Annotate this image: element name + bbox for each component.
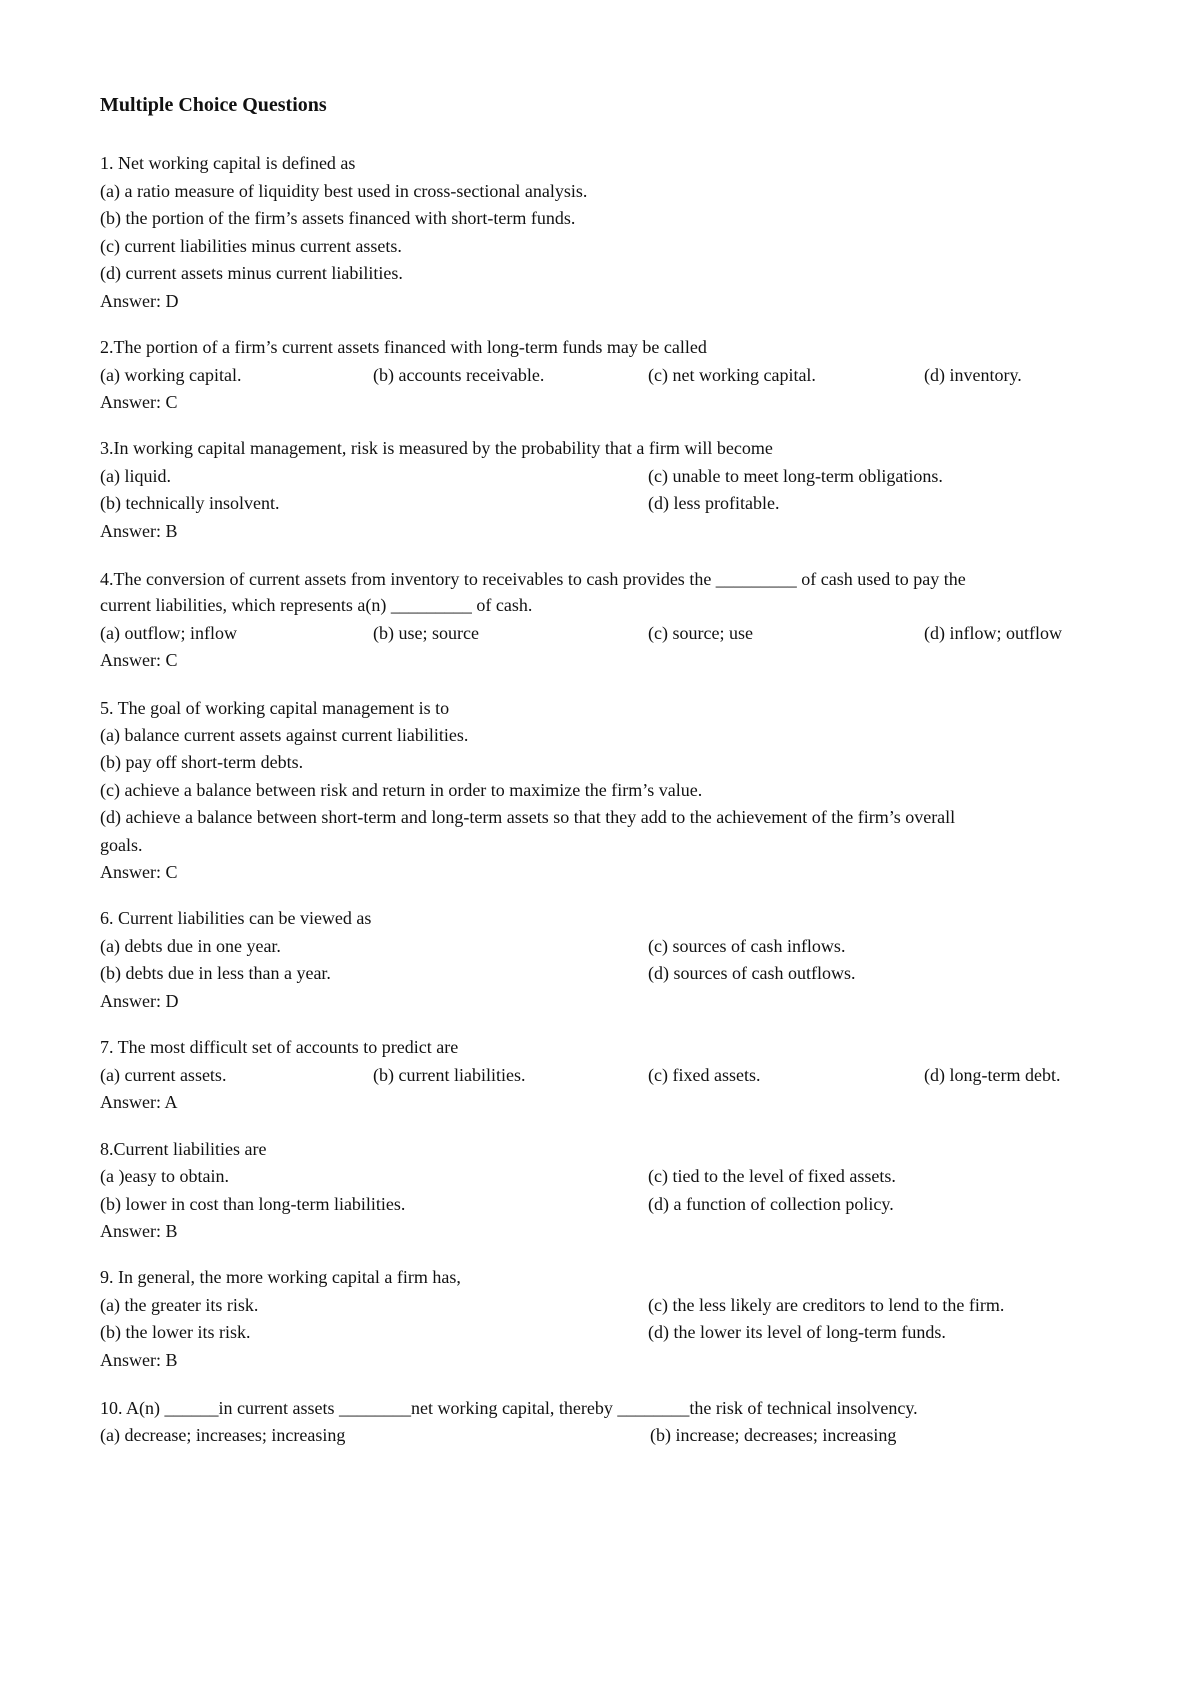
question-8-stem: 8.Current liabilities are: [100, 1139, 267, 1159]
question-7-stem: 7. The most difficult set of accounts to predict are: [100, 1037, 459, 1057]
question-4-option-b: (b) use; source: [373, 623, 479, 643]
question-5-answer: Answer: C: [100, 862, 178, 882]
question-7-option-c: (c) fixed assets.: [648, 1065, 761, 1085]
page-title: Multiple Choice Questions: [100, 94, 327, 116]
question-3-option-a: (a) liquid.: [100, 466, 171, 486]
question-7-option-b: (b) current liabilities.: [373, 1065, 526, 1085]
question-9-option-a: (a) the greater its risk.: [100, 1295, 259, 1315]
question-2-option-b: (b) accounts receivable.: [373, 365, 545, 385]
question-7-answer: Answer: A: [100, 1092, 178, 1112]
question-3-option-c: (c) unable to meet long-term obligations.: [648, 466, 943, 486]
question-2-option-a: (a) working capital.: [100, 365, 242, 385]
question-2-answer: Answer: C: [100, 392, 178, 412]
question-9-answer: Answer: B: [100, 1350, 178, 1370]
question-8-option-a: (a )easy to obtain.: [100, 1166, 229, 1186]
question-6-option-b: (b) debts due in less than a year.: [100, 963, 331, 983]
question-1-option-c: (c) current liabilities minus current assets.: [100, 236, 402, 256]
question-8-option-c: (c) tied to the level of fixed assets.: [648, 1166, 896, 1186]
question-5-option-c: (c) achieve a balance between risk and return in order to maximize the firm’s value.: [100, 780, 703, 800]
question-9-stem: 9. In general, the more working capital a firm has,: [100, 1267, 461, 1287]
question-4-stem-line-2: current liabilities, which represents a(n) _________ of cash.: [100, 595, 533, 615]
question-6-stem: 6. Current liabilities can be viewed as: [100, 908, 372, 928]
question-6-answer: Answer: D: [100, 991, 179, 1011]
question-5-option-b: (b) pay off short-term debts.: [100, 752, 304, 772]
question-4-option-c: (c) source; use: [648, 623, 753, 643]
question-8-answer: Answer: B: [100, 1221, 178, 1241]
question-9-option-c: (c) the less likely are creditors to lend to the firm.: [648, 1295, 1005, 1315]
question-5-stem: 5. The goal of working capital management is to: [100, 698, 450, 718]
question-1-option-d: (d) current assets minus current liabilities.: [100, 263, 403, 283]
question-8-option-d: (d) a function of collection policy.: [648, 1194, 894, 1214]
question-2-stem: 2.The portion of a firm’s current assets financed with long-term funds may be called: [100, 337, 707, 357]
question-5-option-d-continued: goals.: [100, 835, 143, 855]
question-6-option-a: (a) debts due in one year.: [100, 936, 281, 956]
question-6-option-c: (c) sources of cash inflows.: [648, 936, 846, 956]
question-1-option-b: (b) the portion of the firm’s assets financed with short-term funds.: [100, 208, 576, 228]
question-10-option-b: (b) increase; decreases; increasing: [650, 1425, 897, 1445]
question-2-option-d: (d) inventory.: [924, 365, 1022, 385]
question-4-option-d: (d) inflow; outflow: [924, 623, 1062, 643]
question-9-option-b: (b) the lower its risk.: [100, 1322, 251, 1342]
question-10-stem: 10. A(n) ______in current assets ________net working capital, thereby ________the risk of technical insolvency.: [100, 1398, 918, 1418]
question-1-answer: Answer: D: [100, 291, 179, 311]
question-8-option-b: (b) lower in cost than long-term liabilities.: [100, 1194, 406, 1214]
question-7-option-a: (a) current assets.: [100, 1065, 227, 1085]
question-5-option-a: (a) balance current assets against current liabilities.: [100, 725, 469, 745]
question-3-answer: Answer: B: [100, 521, 178, 541]
question-1-option-a: (a) a ratio measure of liquidity best used in cross-sectional analysis.: [100, 181, 588, 201]
question-4-answer: Answer: C: [100, 650, 178, 670]
question-4-option-a: (a) outflow; inflow: [100, 623, 237, 643]
question-9-option-d: (d) the lower its level of long-term funds.: [648, 1322, 946, 1342]
question-10-option-a: (a) decrease; increases; increasing: [100, 1425, 346, 1445]
question-3-stem: 3.In working capital management, risk is measured by the probability that a firm will become: [100, 438, 773, 458]
question-5-option-d: (d) achieve a balance between short-term and long-term assets so that they add to the achievement of the firm’s overall: [100, 807, 956, 827]
question-7-option-d: (d) long-term debt.: [924, 1065, 1061, 1085]
question-6-option-d: (d) sources of cash outflows.: [648, 963, 856, 983]
question-4-stem-line-1: 4.The conversion of current assets from inventory to receivables to cash provides the _________ of cash used to pay the: [100, 569, 966, 589]
question-2-option-c: (c) net working capital.: [648, 365, 816, 385]
question-1-stem: 1. Net working capital is defined as: [100, 153, 356, 173]
question-3-option-b: (b) technically insolvent.: [100, 493, 280, 513]
question-3-option-d: (d) less profitable.: [648, 493, 780, 513]
